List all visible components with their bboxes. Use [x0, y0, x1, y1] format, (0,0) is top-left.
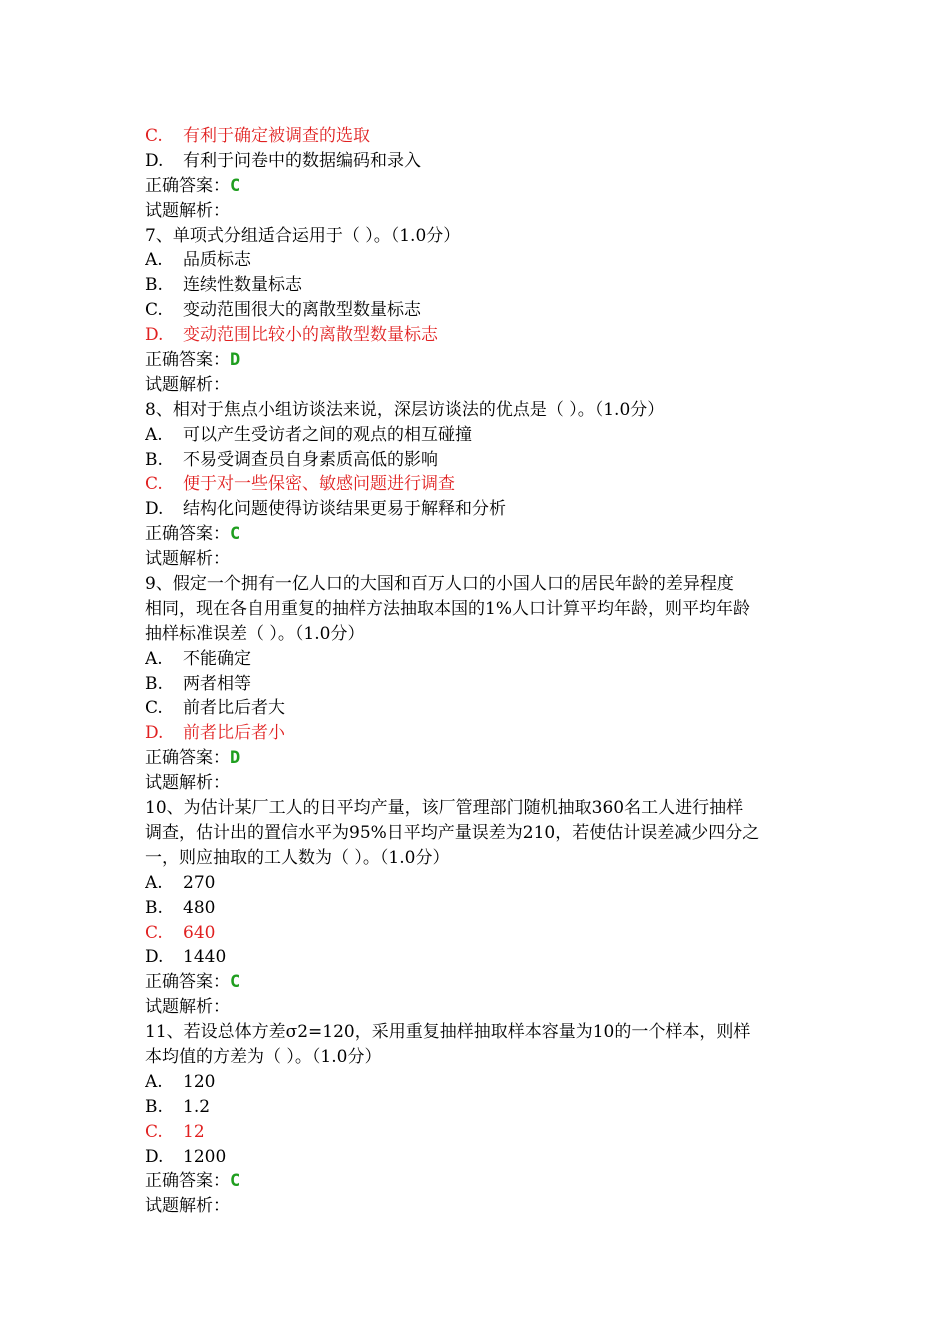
- option-text: 连续性数量标志: [183, 275, 302, 296]
- question-partial: [145, 124, 825, 224]
- option-text: 不能确定: [183, 648, 251, 669]
- option-b: [145, 896, 825, 921]
- option-text: 1200: [183, 1146, 227, 1167]
- option-d: [145, 323, 825, 348]
- option-text: 120: [183, 1071, 216, 1092]
- option-text: 1.2: [183, 1096, 211, 1117]
- question-stem-line: 调查，估计出的置信水平为95%日平均产量误差为210，若使估计误差减少四分之: [145, 822, 760, 843]
- answer-value: C: [230, 524, 241, 545]
- answer-label: 正确答案：: [145, 748, 230, 769]
- option-c: [145, 298, 825, 323]
- question-stem-line: 一，则应抽取的工人数为（ ）。（1.0分）: [145, 847, 450, 868]
- option-text: 品质标志: [183, 250, 251, 271]
- option-letter: A.: [145, 872, 163, 893]
- option-letter: D.: [145, 150, 164, 171]
- answer-line: [145, 746, 825, 771]
- option-a: [145, 871, 825, 896]
- option-text: 不易受调查员自身素质高低的影响: [183, 449, 438, 470]
- question-stem-line: 抽样标准误差（ ）。（1.0分）: [145, 623, 365, 644]
- option-c: [145, 124, 825, 149]
- option-c: [145, 921, 825, 946]
- option-letter: D.: [145, 1146, 164, 1167]
- option-letter: C.: [145, 1121, 163, 1142]
- question-stem-line: 9、假定一个拥有一亿人口的大国和百万人口的小国人口的居民年龄的差异程度: [145, 574, 734, 595]
- option-letter: B.: [145, 449, 163, 470]
- question-9: [145, 572, 825, 796]
- answer-value: C: [230, 175, 241, 196]
- option-b: [145, 672, 825, 697]
- option-text: 便于对一些保密、敏感问题进行调查: [183, 474, 455, 495]
- option-c: [145, 472, 825, 497]
- answer-line: [145, 522, 825, 547]
- option-a: [145, 423, 825, 448]
- answer-value: D: [230, 748, 241, 769]
- option-letter: B.: [145, 897, 163, 918]
- option-a: [145, 1070, 825, 1095]
- answer-label: 正确答案：: [145, 1171, 230, 1192]
- analysis-label: 试题解析：: [145, 773, 230, 794]
- option-d: [145, 1145, 825, 1170]
- answer-label: 正确答案：: [145, 350, 230, 371]
- option-text: 1440: [183, 947, 227, 968]
- question-stem-line: 11、若设总体方差σ2=120，采用重复抽样抽取样本容量为10的一个样本，则样: [145, 1022, 751, 1043]
- option-letter: C.: [145, 126, 163, 146]
- answer-value: C: [230, 1171, 241, 1192]
- option-text: 两者相等: [183, 673, 251, 694]
- answer-line: [145, 970, 825, 995]
- answer-value: D: [230, 350, 241, 371]
- option-text: 前者比后者小: [183, 723, 285, 744]
- answer-value: C: [230, 972, 241, 993]
- option-letter: B.: [145, 275, 163, 296]
- option-letter: A.: [145, 424, 163, 445]
- answer-line: [145, 348, 825, 373]
- answer-label: 正确答案：: [145, 524, 230, 545]
- question-10: [145, 796, 825, 1020]
- option-letter: A.: [145, 648, 163, 669]
- analysis-label: 试题解析：: [145, 549, 230, 570]
- option-text: 有利于确定被调查的选取: [183, 126, 370, 146]
- question-stem: 7、单项式分组适合运用于（ ）。（1.0分）: [145, 225, 461, 246]
- option-letter: A.: [145, 250, 163, 271]
- option-text: 有利于问卷中的数据编码和录入: [183, 150, 421, 171]
- question-7: [145, 224, 825, 398]
- option-b: [145, 1095, 825, 1120]
- question-8: [145, 398, 825, 572]
- option-c: [145, 1120, 825, 1145]
- option-letter: C.: [145, 300, 163, 321]
- option-d: [145, 497, 825, 522]
- analysis-label: 试题解析：: [145, 200, 230, 221]
- option-b: [145, 273, 825, 298]
- question-stem-line: 10、为估计某厂工人的日平均产量，该厂管理部门随机抽取360名工人进行抽样: [145, 798, 744, 819]
- answer-line: [145, 174, 825, 199]
- question-stem: 8、相对于焦点小组访谈法来说，深层访谈法的优点是（ ）。（1.0分）: [145, 399, 665, 420]
- option-letter: C.: [145, 922, 163, 943]
- analysis-label: 试题解析：: [145, 997, 230, 1018]
- analysis-label: 试题解析：: [145, 374, 230, 395]
- option-letter: D.: [145, 325, 164, 346]
- option-text: 640: [183, 922, 216, 943]
- option-text: 480: [183, 897, 216, 918]
- option-c: [145, 696, 825, 721]
- option-letter: D.: [145, 723, 164, 744]
- option-d: [145, 149, 825, 174]
- answer-label: 正确答案：: [145, 972, 230, 993]
- question-11: [145, 1020, 825, 1219]
- option-letter: C.: [145, 698, 163, 719]
- option-letter: A.: [145, 1071, 163, 1092]
- option-text: 270: [183, 872, 216, 893]
- option-text: 变动范围比较小的离散型数量标志: [183, 325, 438, 346]
- option-letter: B.: [145, 673, 163, 694]
- option-b: [145, 448, 825, 473]
- option-text: 可以产生受访者之间的观点的相互碰撞: [183, 424, 472, 445]
- exam-document: [145, 124, 825, 1219]
- option-d: [145, 945, 825, 970]
- option-d: [145, 721, 825, 746]
- answer-label: 正确答案：: [145, 175, 230, 196]
- question-stem-line: 相同，现在各自用重复的抽样方法抽取本国的1%人口计算平均年龄，则平均年龄: [145, 598, 750, 619]
- option-text: 12: [183, 1121, 205, 1142]
- answer-line: [145, 1169, 825, 1194]
- option-text: 变动范围很大的离散型数量标志: [183, 300, 421, 321]
- option-letter: C.: [145, 474, 163, 495]
- option-letter: D.: [145, 499, 164, 520]
- option-letter: B.: [145, 1096, 163, 1117]
- analysis-label: 试题解析：: [145, 1196, 230, 1217]
- option-a: [145, 248, 825, 273]
- option-letter: D.: [145, 947, 164, 968]
- option-a: [145, 647, 825, 672]
- option-text: 前者比后者大: [183, 698, 285, 719]
- question-stem-line: 本均值的方差为（ ）。（1.0分）: [145, 1046, 382, 1067]
- option-text: 结构化问题使得访谈结果更易于解释和分析: [183, 499, 506, 520]
